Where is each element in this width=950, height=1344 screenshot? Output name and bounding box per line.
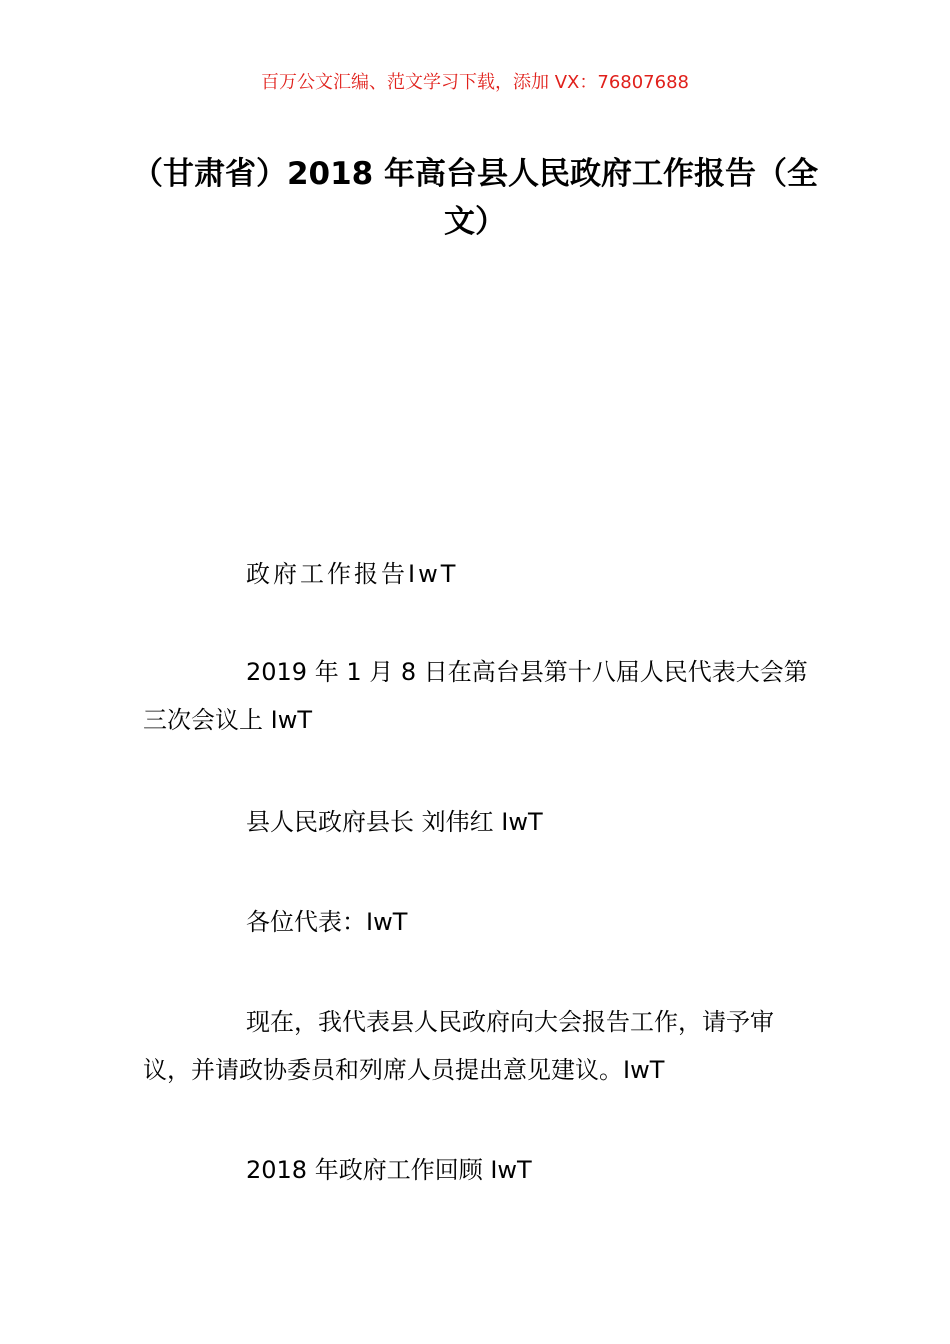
paragraph-meeting-date: 2019 年 1 月 8 日在高台县第十八届人民代表大会第三次会议上 IwT <box>143 658 808 734</box>
paragraph-introduction: 现在，我代表县人民政府向大会报告工作，请予审议，并请政协委员和列席人员提出意见建议。IwT <box>143 1008 774 1084</box>
paragraph-salutation: 各位代表：IwT <box>246 908 408 936</box>
paragraph-speaker: 县人民政府县长 刘伟红 IwT <box>246 808 543 836</box>
paragraph-report-heading: 政府工作报告IwT <box>246 560 459 588</box>
paragraph-section-heading: 2018 年政府工作回顾 IwT <box>246 1156 532 1184</box>
header-watermark-note: 百万公文汇编、范文学习下载，添加 VX：76807688 <box>261 72 689 93</box>
document-title: （甘肃省）2018 年高台县人民政府工作报告（全文） <box>131 156 819 240</box>
